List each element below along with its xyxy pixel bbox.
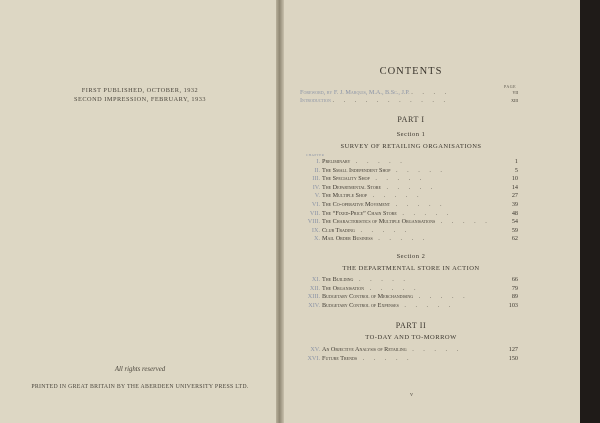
toc-chapter-page: 14	[511, 183, 518, 191]
toc-chapter-page: 54	[511, 218, 518, 226]
toc-chapter-title: Budgetary Control of Merchandising	[322, 293, 414, 301]
toc-chapter-row: IX. Club Trading . . . . . 59	[300, 227, 518, 235]
toc-chapter-page: 59	[511, 226, 518, 234]
left-page	[0, 0, 280, 423]
toc-chapter-page: 48	[511, 209, 518, 217]
page-column-label: PAGE	[504, 84, 517, 89]
page-edge	[580, 0, 600, 423]
toc-row-introduction: Introduction . . . . . . . . . . . xiii	[300, 97, 518, 104]
printer-notice: PRINTED IN GREAT BRITAIN BY THE ABERDEEN UNIVERSITY PRESS LTD.	[31, 384, 249, 390]
toc-chapter-title: The Small Independent Shop	[322, 166, 391, 174]
toc-chapter-number: X.	[313, 235, 320, 243]
toc-chapter-title: Club Trading	[322, 226, 355, 234]
toc-chapter-number: I.	[316, 158, 320, 165]
toc-chapter-page: 5	[514, 166, 518, 174]
toc-chapter-number: XIII.	[307, 293, 320, 301]
toc-page: vii	[512, 89, 518, 96]
rights-notice: All rights reserved	[114, 366, 166, 373]
section-1-label: Section 1	[396, 131, 426, 138]
toc-chapter-title: Preliminary	[322, 158, 351, 165]
toc-chapter-title: The Speciality Shop	[322, 175, 370, 183]
toc-chapter-number: II.	[314, 166, 320, 174]
toc-chapter-page: 79	[511, 284, 518, 292]
toc-chapter-page: 103	[508, 301, 518, 309]
toc-chapter-number: IX.	[311, 226, 320, 234]
toc-chapter-title: An Objective Analysis of Retailing	[322, 346, 407, 353]
toc-chapter-row: I. Preliminary . . . . . 1	[300, 158, 518, 166]
toc-chapter-page: 39	[511, 201, 518, 208]
toc-chapter-page: 150	[508, 354, 518, 362]
toc-chapter-page: 127	[508, 346, 518, 353]
page-folio: v	[410, 392, 413, 398]
toc-chapter-number: VIII.	[307, 218, 320, 226]
toc-title: Foreword, by F. J. Marquis, M.A., B.Sc., J.P.	[300, 89, 410, 96]
toc-chapter-row: V. The Multiple Shop . . . . . 27	[300, 192, 518, 200]
toc-chapter-row: VII. The “Fixed-Price” Chain Store . . . . . 48	[300, 210, 518, 218]
toc-chapter-page: 27	[511, 192, 518, 200]
toc-chapter-row: VIII. The Characteristics of Multiple Organisations . . . . . 54	[300, 218, 518, 226]
toc-chapter-title: The Organisation	[322, 284, 365, 292]
toc-chapter-row: XI. The Building . . . . . 66	[300, 276, 518, 284]
toc-chapter-row: X. Mail Order Business . . . . . 62	[300, 235, 518, 243]
toc-chapter-number: XII.	[309, 284, 320, 292]
imprint-first-published: FIRST PUBLISHED, OCTOBER, 1932	[81, 87, 199, 94]
toc-page: xiii	[511, 97, 518, 104]
toc-chapter-row: III. The Speciality Shop . . . . . 10	[300, 175, 518, 183]
toc-chapter-number: XI.	[311, 276, 320, 283]
toc-chapter-title: The Departmental Store	[322, 183, 381, 191]
toc-chapter-page: 66	[511, 276, 518, 283]
section-2-label: Section 2	[396, 253, 426, 260]
toc-chapter-row: XIV. Budgetary Control of Expenses . . . . . 103	[300, 302, 518, 310]
toc-chapter-title: The Co-operative Movement	[322, 201, 391, 208]
toc-title: Introduction	[300, 97, 331, 104]
section-2-title: THE DEPARTMENTAL STORE IN ACTION	[342, 265, 480, 272]
toc-chapter-title: Mail Order Business	[322, 235, 373, 243]
toc-chapter-number: V.	[314, 192, 320, 200]
section-1-title: SURVEY OF RETAILING ORGANISATIONS	[340, 143, 482, 150]
chapter-column-label: CHAPTER	[306, 153, 325, 157]
contents-title: CONTENTS	[379, 66, 443, 77]
toc-chapter-row: XVI. Future Trends . . . . . 150	[300, 355, 518, 363]
toc-chapter-number: VII.	[309, 209, 320, 217]
toc-chapter-number: VI.	[311, 201, 320, 208]
part-2-heading: PART II	[395, 321, 427, 330]
toc-chapter-row: II. The Small Independent Shop . . . . . 5	[300, 167, 518, 175]
toc-chapter-title: The Characteristics of Multiple Organisations	[322, 218, 436, 226]
toc-chapter-page: 1	[514, 158, 518, 165]
part-1-heading: PART I	[397, 115, 425, 124]
toc-chapter-title: Budgetary Control of Expenses	[322, 301, 399, 309]
imprint-second-impression: SECOND IMPRESSION, FEBRUARY, 1933	[73, 96, 207, 103]
toc-chapter-row: IV. The Departmental Store . . . . . 14	[300, 184, 518, 192]
toc-chapter-title: The Building	[322, 276, 354, 283]
toc-chapter-number: XV.	[310, 346, 320, 353]
toc-chapter-title: The Multiple Shop	[322, 192, 368, 200]
toc-chapter-row: XIII. Budgetary Control of Merchandising . . . . . 89	[300, 293, 518, 301]
toc-chapter-page: 89	[511, 293, 518, 301]
toc-chapter-title: Future Trends	[322, 354, 358, 362]
toc-chapter-number: XVI.	[307, 354, 320, 362]
book-gutter	[276, 0, 284, 423]
toc-chapter-row: XV. An Objective Analysis of Retailing . . . . . 127	[300, 346, 518, 354]
toc-chapter-number: III.	[312, 175, 320, 183]
toc-chapter-page: 62	[511, 235, 518, 243]
toc-chapter-page: 10	[511, 175, 518, 183]
toc-chapter-row: XII. The Organisation . . . . . 79	[300, 285, 518, 293]
toc-row-foreword: Foreword, by F. J. Marquis, M.A., B.Sc., J.P. . . . . vii	[300, 89, 518, 96]
toc-chapter-number: XIV.	[308, 301, 320, 309]
toc-chapter-number: IV.	[312, 183, 320, 191]
toc-chapter-title: The “Fixed-Price” Chain Store	[322, 209, 397, 217]
toc-chapter-row: VI. The Co-operative Movement . . . . . 39	[300, 201, 518, 209]
part-2-title: TO-DAY AND TO-MORROW	[365, 334, 457, 341]
